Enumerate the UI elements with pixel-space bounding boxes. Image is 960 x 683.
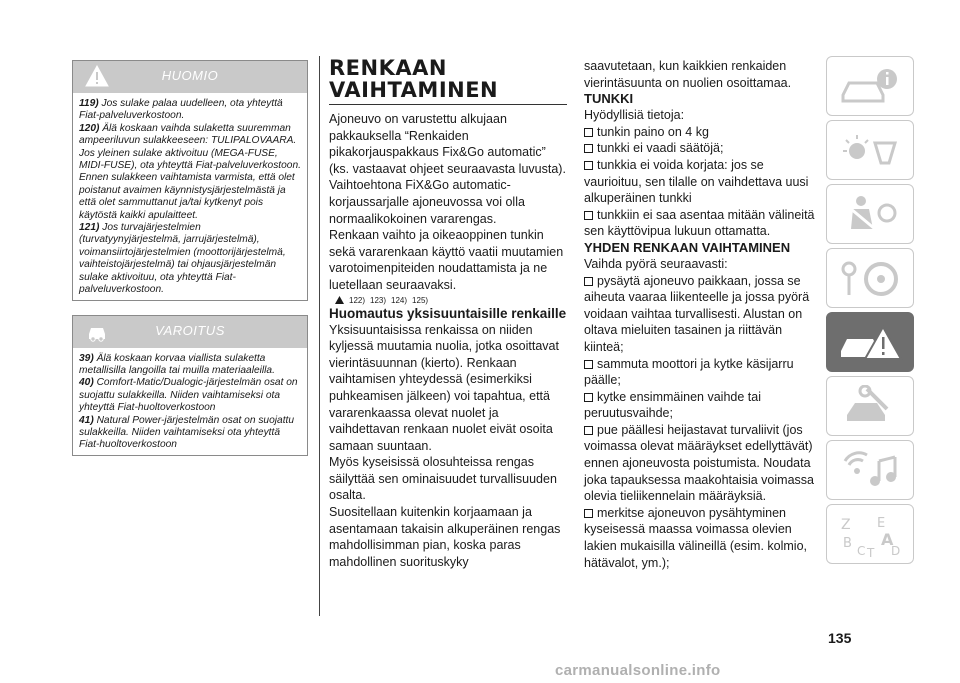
warning-entry: 40) Comfort-Matic/Dualogic-järjestelmän osat on suojattu sulakkeilla. Niiden vaihtamiseksi ota yhteyttä Fiat-huoltoverkostoon: [79, 377, 298, 414]
tab-car-info[interactable]: [826, 56, 914, 116]
car-info-icon: [837, 65, 903, 109]
key-steering-icon: [837, 257, 903, 301]
dashboard-lights-icon: [837, 129, 903, 173]
alphabet-index-icon: [837, 513, 903, 557]
checkbox-bullet-icon: [584, 509, 593, 518]
list-item: pue päällesi heijastavat turvaliivit (jos voimassa olevat määräykset edellyttävät) ennen ajoneuvosta poistumista. Noudata joka tapauksessa maakohtaisia voimassa olevia tieliikennelain määräyksiä.: [584, 422, 814, 504]
paragraph: Renkaan vaihto ja oikeaoppinen tunkin sekä vararenkaan käyttö vaatii muutamien varotoimenpiteiden noudattamista ja ne luetellaan seuraavaksi.: [329, 228, 564, 292]
notice-entry: 121) Jos turvajärjestelmien (turvatyynyjärjestelmä, jarrujärjestelmä), voimansiirtojärjestelmien (moottorijärjestelmä, vaihteistojärjestelmä) tai ohjausjärjestelmän sulake aktivoituu, ota yhteyttä Fiat-palveluverkostoon.: [79, 222, 286, 296]
paragraph: Yksisuuntaisissa renkaissa on niiden kyljessä muutamia nuolia, jotka osoittavat vierintäsuunnan (kierto). Renkaan vaihtamisen yhteydessä (esimerkiksi puhkeamisen jälkeen) voi tapahtua, että vararenkaassa olevat nuolet ja vaihdettavan renkaan nuolet eivät osoita samaan suuntaan.: [329, 322, 559, 453]
svg-text:D: D: [891, 544, 901, 557]
reference-number: 124): [391, 295, 408, 305]
page-number: 135: [828, 630, 852, 646]
tab-starting-driving[interactable]: [826, 248, 914, 308]
checkbox-bullet-icon: [584, 211, 593, 220]
heading-wheel-change: YHDEN RENKAAN VAIHTAMINEN: [584, 239, 791, 255]
svg-text:Z: Z: [841, 517, 851, 533]
maintenance-wrench-icon: [837, 385, 903, 429]
tab-emergency[interactable]: [826, 312, 914, 372]
warning-entry: 41) Natural Power-järjestelmän osat on suojattu sulakkeilla. Niiden vaihtamiseksi ota yhteyttä Fiat-huoltoverkostoon: [79, 414, 295, 451]
reference-number: 125): [412, 295, 429, 305]
notice-entry: 119) Jos sulake palaa uudelleen, ota yhteyttä Fiat-palveluverkostoon.: [79, 98, 283, 122]
notice-box-header: [73, 61, 307, 93]
list-item: sammuta moottori ja kytke käsijarru päälle;: [584, 356, 794, 388]
reference-number: 122): [349, 295, 366, 305]
paragraph: saavutetaan, kun kaikkien renkaiden vierintäsuunta on nuolien osoittamaa.: [584, 59, 792, 90]
paragraph: Myös kyseisissä olosuhteissa rengas säilyttää sen ominaisuudet turvallisuuden osalta.: [329, 455, 557, 503]
section-title-line1: RENKAAN: [329, 56, 447, 80]
notice-entry: 120) Älä koskaan vaihda sulaketta suuremman ampeeriluvun sulakkeeseen: TULIPALOVAARA. Jos yleinen sulake aktivoituu (MEGA-FUSE, MIDI-FUSE), ota yhteyttä Fiat-palveluverkostoon. Ennen sulakkeen vaihtamista varmista, että olet poistanut avaimen käynnistysjärjestelmästä ja että olet sammuttanut ja/tai kytkenyt pois käytöstä kaikki apulaitteet.: [79, 122, 301, 221]
checkbox-bullet-icon: [584, 393, 593, 402]
list-item: tunkki ei vaadi säätöjä;: [584, 140, 820, 157]
notice-box-body: [73, 93, 307, 300]
warning-entry: 39) Älä koskaan korvaa viallista sulaketta metallisilla langoilla tai muilla materiaaleilla.: [79, 352, 275, 376]
tab-dashboard[interactable]: [826, 120, 914, 180]
warning-box-body: [73, 348, 307, 455]
multimedia-music-icon: [837, 449, 903, 493]
tab-multimedia[interactable]: [826, 440, 914, 500]
warning-references: [335, 296, 567, 305]
list-intro: Vaihda pyörä seuraavasti:: [584, 256, 728, 271]
warning-box-title: VAROITUS: [155, 322, 225, 338]
warning-box-header: [73, 316, 307, 348]
section-title-line2: VAIHTAMINEN: [329, 78, 499, 102]
notice-box: [72, 60, 308, 301]
tab-safety[interactable]: [826, 184, 914, 244]
notice-box-title: HUOMIO: [161, 68, 219, 83]
heading-tunkki: TUNKKI: [584, 91, 634, 107]
seatbelt-safety-icon: [837, 193, 903, 237]
list-intro: Hyödyllisiä tietoja:: [584, 108, 685, 123]
checkbox-bullet-icon: [584, 277, 593, 286]
list-item: kytke ensimmäinen vaihde tai peruutusvaihde;: [584, 389, 761, 421]
tab-maintenance[interactable]: [826, 376, 914, 436]
checkbox-bullet-icon: [584, 360, 593, 369]
chapter-tabs: [826, 56, 914, 568]
reference-number: 123): [370, 295, 387, 305]
tab-index[interactable]: [826, 504, 914, 564]
paragraph: Ajoneuvo on varustettu alkujaan pakkauksella “Renkaiden pikakorjauspakkaus Fix&Go automatic” (ks. vastaavat ohjeet seuraavasta luvusta). Vaihtoehtona FiX&Go automatic-korjaussarjalle ajoneuvossa voi olla normaalikokoinen vararengas.: [329, 112, 566, 226]
checkbox-bullet-icon: [584, 144, 593, 153]
svg-text:E: E: [877, 516, 886, 531]
svg-text:C: C: [857, 544, 866, 557]
watermark: carmanualsonline.info: [555, 662, 721, 679]
list-item: tunkkia ei voida korjata: jos se vaurioituu, sen tilalle on vaihdettava uusi alkuperäinen tunkki: [584, 157, 809, 206]
warning-box: [72, 315, 308, 456]
checkbox-bullet-icon: [584, 161, 593, 170]
emergency-car-warning-icon: [837, 321, 903, 365]
list-item: tunkkiin ei saa asentaa mitään välineitä sen käyttövipua lukuun ottamatta.: [584, 207, 815, 239]
list-item: tunkin paino on 4 kg: [584, 124, 820, 141]
svg-text:T: T: [867, 546, 875, 557]
svg-text:B: B: [843, 536, 852, 551]
warning-triangle-icon: [335, 296, 344, 304]
list-item: merkitse ajoneuvon pysähtyminen kyseisessä maassa voimassa olevien lakien mukaisilla välineillä (esim. kolmio, hätävalot, ym.);: [584, 505, 807, 570]
title-rule: [329, 104, 567, 105]
checkbox-bullet-icon: [584, 426, 593, 435]
subheading: Huomautus yksisuuntaisille renkaille: [329, 305, 567, 321]
paragraph: Suositellaan kuitenkin korjaamaan ja asentamaan takaisin alkuperäinen rengas mahdollisimman pian, koska paras mahdollinen suorituskyky: [329, 505, 561, 569]
list-item: pysäytä ajoneuvo paikkaan, jossa se aiheuta vaaraa liikenteelle ja jossa pyörä voidaan vaihtaa turvallisesti. Alustan on oltava mieluiten tasainen ja riittävän kiinteä;: [584, 273, 810, 354]
checkbox-bullet-icon: [584, 128, 593, 137]
svg-text:A: A: [881, 530, 894, 549]
column-divider: [319, 56, 320, 616]
